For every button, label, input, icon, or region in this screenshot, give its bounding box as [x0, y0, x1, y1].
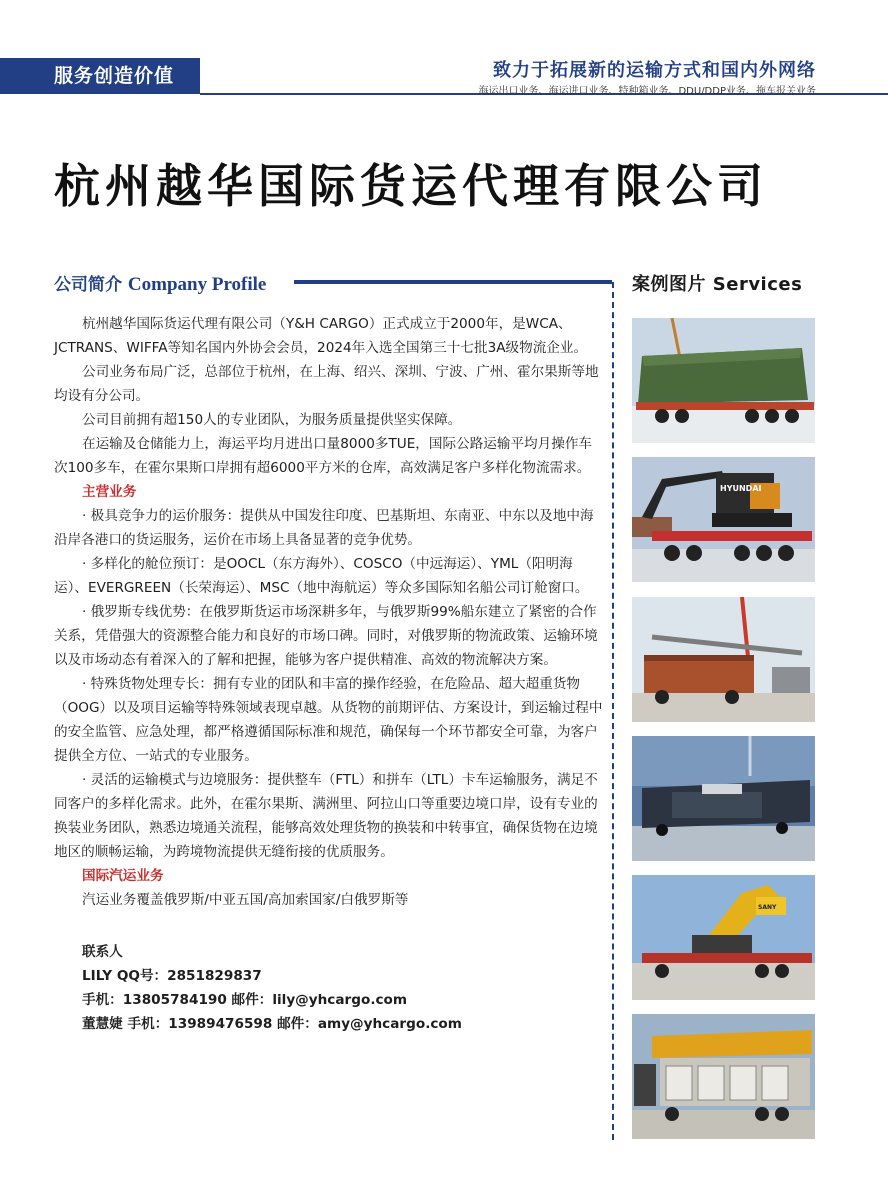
business-item: · 特殊货物处理专长：拥有专业的团队和丰富的操作经验，在危险品、超大超重货物（OOG）以及项目运输等特殊领域表现卓越。从货物的前期评估、方案设计，到运输过程中的安全监管、应急处理，都严格遵循国际标准和规范，确保每一个环节都安全可靠，为客户提供全方位、一站式的专业服务。 — [54, 676, 603, 764]
contact-line-lily: LILY QQ号：2851829837 — [82, 968, 262, 984]
profile-title-bar — [294, 280, 612, 284]
contact-heading: 联系人 — [82, 944, 123, 960]
slogan-badge: 服务创造价值 — [0, 58, 200, 94]
case-photo-night-loading — [632, 736, 815, 861]
business-item: · 极具竞争力的运价服务：提供从中国发往印度、巴基斯坦、东南亚、中东以及地中海沿岸各港口的货运服务，运价在市场上具备显著的竞争优势。 — [54, 508, 594, 548]
column-divider — [612, 282, 614, 1140]
contact-line-lily-phone: 手机：13805784190 邮件：lily@yhcargo.com — [82, 992, 408, 1008]
case-photo-ibc-truck — [632, 1014, 815, 1139]
profile-title-cn: 公司简介 — [54, 275, 128, 295]
profile-paragraph: 在运输及仓储能力上，海运平均月进出口量8000多TUE，国际公路运输平均月操作车次100多车，在霍尔果斯口岸拥有超6000平方米的仓库，高效满足客户多样化物流需求。 — [54, 436, 593, 476]
contact-line-dong: 董慧婕 手机：13989476598 邮件：amy@yhcargo.com — [82, 1016, 462, 1032]
case-photo-crane-truck — [632, 875, 815, 1000]
profile-section-title — [54, 270, 266, 296]
header-services: 海运出口业务、海运进口业务、特种箱业务、DDU/DDP业务、拖车报关业务 — [478, 86, 816, 97]
business-item: · 多样化的舱位预订：是OOCL（东方海外）、COSCO（中远海运）、YML（阳明海运）、EVERGREEN（长荣海运）、MSC（地中海航运）等众多国际知名船公司订舱窗口。 — [54, 556, 589, 596]
crane-brand-text: SANY — [758, 904, 777, 911]
main-business-heading: 主营业务 — [82, 484, 137, 500]
road-business-text: 汽运业务覆盖俄罗斯/中亚五国/高加索国家/白俄罗斯等 — [82, 892, 409, 908]
road-business-heading: 国际汽运业务 — [82, 868, 164, 884]
profile-title-en: Company Profile — [127, 274, 267, 295]
header-slogan: 致力于拓展新的运输方式和国内外网络 — [493, 60, 816, 81]
company-name: 杭州越华国际货运代理有限公司 — [54, 159, 768, 213]
profile-paragraph: 公司目前拥有超150人的专业团队，为服务质量提供坚实保障。 — [82, 412, 462, 428]
excavator-brand-text: HYUNDAI — [720, 484, 762, 493]
case-photo-pipe-loading — [632, 597, 815, 722]
case-photo-covered-cargo — [632, 318, 815, 443]
profile-paragraph: 杭州越华国际货运代理有限公司（Y&H CARGO）正式成立于2000年，是WCA、JCTRANS、WIFFA等知名国内外协会会员，2024年入选全国第三十七批3A级物流企业。 — [54, 316, 588, 356]
business-item: · 俄罗斯专线优势：在俄罗斯货运市场深耕多年，与俄罗斯99%船东建立了紧密的合作关系，凭借强大的资源整合能力和良好的市场口碑。同时，对俄罗斯的物流政策、运输环境以及市场动态有着深入的了解和把握，能够为客户提供精准、高效的物流解决方案。 — [54, 604, 598, 668]
profile-paragraph: 公司业务布局广泛，总部位于杭州，在上海、绍兴、深圳、宁波、广州、霍尔果斯等地均设有分公司。 — [54, 364, 599, 404]
case-photos-title: 案例图片 Services — [632, 274, 803, 295]
business-item: · 灵活的运输模式与边境服务：提供整车（FTL）和拼车（LTL）卡车运输服务，满足不同客户的多样化需求。此外，在霍尔果斯、满洲里、阿拉山口等重要边境口岸，设有专业的换装业务团队，熟悉边境通关流程，能够高效处理货物的换装和中转事宜，确保货物在边境地区的顺畅运输，为跨境物流提供无缝衔接的优质服务。 — [54, 772, 598, 860]
profile-content — [54, 312, 604, 1036]
case-photo-excavator — [632, 457, 815, 582]
